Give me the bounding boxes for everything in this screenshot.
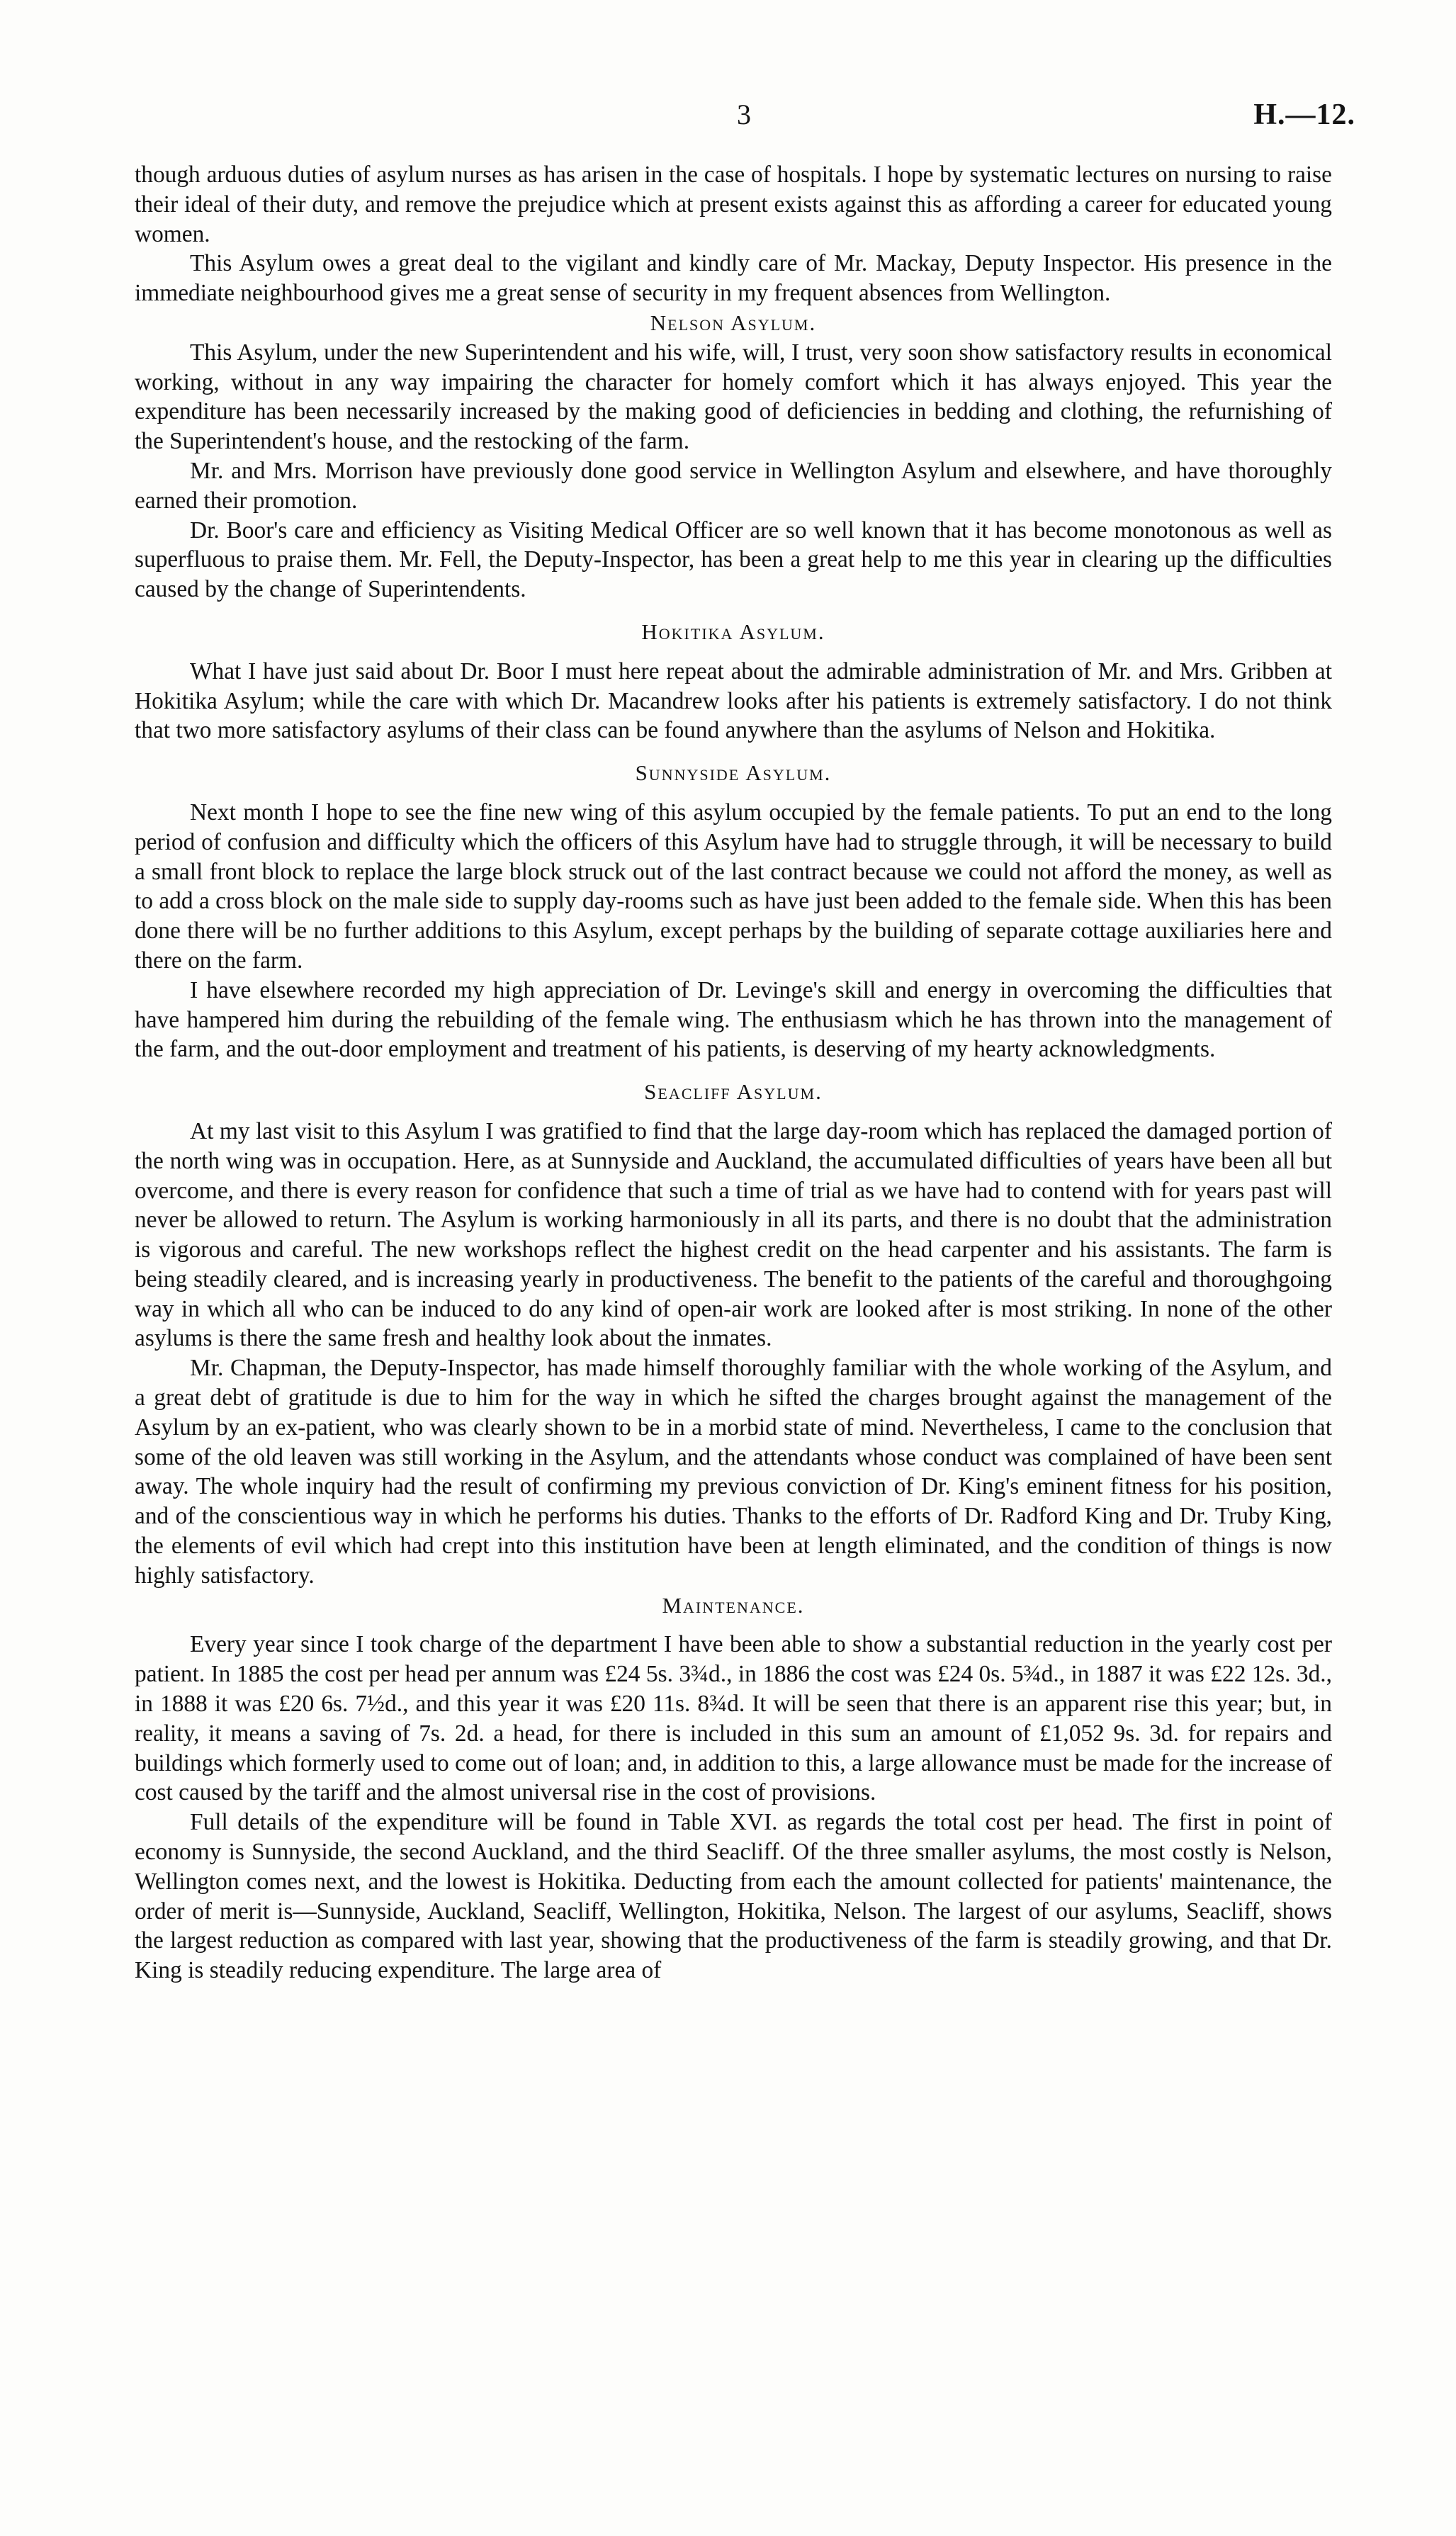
paragraph-seacliff-2: Mr. Chapman, the Deputy-Inspector, has made himself thoroughly familiar with the whole working of the Asylum, and a great debt of gratitude is due to him for the way in which he sifted the charges brought against the management of the Asylum by an ex-patient, who was clearly shown to be in a morbid state of mind. Nevertheless, I came to the conclusion that some of the old leaven was still working in the Asylum, and the attendants whose conduct was complained of have been sent away. The whole inquiry had the result of confirming my previous conviction of Dr. King's eminent fitness for his position, and of the conscientious way in which he performs his duties. Thanks to the efforts of Dr. Radford King and Dr. Truby King, the elements of evil which had crept into this institution have been at length eliminated, and the condition of things is now highly satisfactory.	[135, 1355, 1332, 1589]
paragraph-nelson-3: Dr. Boor's care and efficiency as Visiting Medical Officer are so well known that it has become monotonous as well as superfluous to praise them. Mr. Fell, the Deputy-Inspector, has been a great help to me this year in clearing up the difficulties caused by the change of Superintendents.	[135, 517, 1332, 603]
section-heading-hokitika: Hokitika Asylum.	[641, 619, 825, 644]
paragraph-hokitika-1: What I have just said about Dr. Boor I must here repeat about the admirable administration of Mr. and Mrs. Gribben at Hokitika Asylum; while the care with which Dr. Macandrew looks after his patients is extremely satisfactory. I do not think that two more satisfactory asylums of their class can be found anywhere than the asylums of Nelson and Hokitika.	[135, 658, 1332, 744]
paragraph-maintenance-1: Every year since I took charge of the department I have been able to show a substantial reduction in the yearly cost per patient. In 1885 the cost per head per annum was £24 5s. 3¾d., in 1886 the cost was £24 0s. 5¾d., in 1887 it was £22 12s. 3d., in 1888 it was £20 6s. 7½d., and this year it was £20 11s. 8¾d. It will be seen that there is an apparent rise this year; but, in reality, it means a saving of 7s. 2d. a head, for there is included in this sum an amount of £1,052 9s. 3d. for repairs and buildings which formerly used to come out of loan; and, in addition to this, a large allowance must be made for the increase of cost caused by the tariff and the almost universal rise in the cost of provisions.	[135, 1631, 1332, 1806]
paragraph-sunnyside-1: Next month I hope to see the fine new wing of this asylum occupied by the female patients. To put an end to the long period of confusion and difficulty which the officers of this Asylum have had to struggle through, it will be necessary to build a small front block to replace the large block struck out of the last contract because we could not afford the money, as well as to add a cross block on the male side to supply day-rooms such as have just been added to the female side. When this has been done there will be no further additions to this Asylum, except perhaps by the building of separate cottage auxiliaries here and there on the farm.	[135, 799, 1332, 974]
page-number: 3	[737, 98, 751, 130]
paragraph-seacliff-1: At my last visit to this Asylum I was gratified to find that the large day-room which has replaced the damaged portion of the north wing was in occupation. Here, as at Sunnyside and Auckland, the accumulated difficulties of years have been all but overcome, and there is every reason for confidence that such a time of trial as we have had to contend with for years past will never be allowed to return. The Asylum is working harmoniously in all its parts, and there is no doubt that the administration is vigorous and careful. The new workshops reflect the highest credit on the head carpenter and his assistants. The farm is being steadily cleared, and is increasing yearly in productiveness. The benefit to the patients of the careful and thoroughgoing way in which all who can be induced to do any kind of open-air work are looked after is most striking. In none of the other asylums is there the same fresh and healthy look about the inmates.	[135, 1117, 1332, 1352]
section-heading-maintenance: Maintenance.	[662, 1592, 805, 1618]
section-heading-sunnyside: Sunnyside Asylum.	[635, 760, 832, 786]
section-heading-seacliff: Seacliff Asylum.	[644, 1079, 823, 1105]
report-body	[135, 160, 1332, 1985]
paragraph-maintenance-2: Full details of the expenditure will be found in Table XVI. as regards the total cost per head. The first in point of economy is Sunnyside, the second Auckland, and the third Seacliff. Of the three smaller asylums, the most costly is Nelson, Wellington comes next, and the lowest is Hokitika. Deducting from each the amount collected for patients' maintenance, the order of merit is—Sunnyside, Auckland, Seacliff, Wellington, Hokitika, Nelson. The largest of our asylums, Seacliff, shows the largest reduction as compared with last year, showing that the productiveness of the farm is steadily growing, and that Dr. King is steadily reducing expenditure. The large area of	[135, 1809, 1332, 1984]
paragraph-nelson-1: This Asylum, under the new Superintendent and his wife, will, I trust, very soon show satisfactory results in economical working, without in any way impairing the character for homely comfort which it has always enjoyed. This year the expenditure has been necessarily increased by the making good of deficiencies in bedding and clothing, the refurnishing of the Superintendent's house, and the restocking of the farm.	[135, 339, 1332, 455]
paragraph-mackay: This Asylum owes a great deal to the vigilant and kindly care of Mr. Mackay, Deputy Inspector. His presence in the immediate neighbourhood gives me a great sense of security in my frequent absences from Wellington.	[135, 250, 1332, 307]
document-reference: H.—12.	[1253, 98, 1355, 131]
paragraph-sunnyside-2: I have elsewhere recorded my high appreciation of Dr. Levinge's skill and energy in overcoming the difficulties that have hampered him during the rebuilding of the female wing. The enthusiasm which he has thrown into the management of the farm, and the out-door employment and treatment of his patients, is deserving of my hearty acknowledgments.	[135, 976, 1332, 1063]
section-heading-nelson: Nelson Asylum.	[650, 310, 817, 335]
paragraph-nelson-2: Mr. and Mrs. Morrison have previously done good service in Wellington Asylum and elsewhere, and have thoroughly earned their promotion.	[135, 457, 1332, 514]
paragraph-intro-continuation: though arduous duties of asylum nurses as has arisen in the case of hospitals. I hope by systematic lectures on nursing to raise their ideal of their duty, and remove the prejudice which at present exists against this as affording a career for educated young women.	[135, 162, 1332, 247]
